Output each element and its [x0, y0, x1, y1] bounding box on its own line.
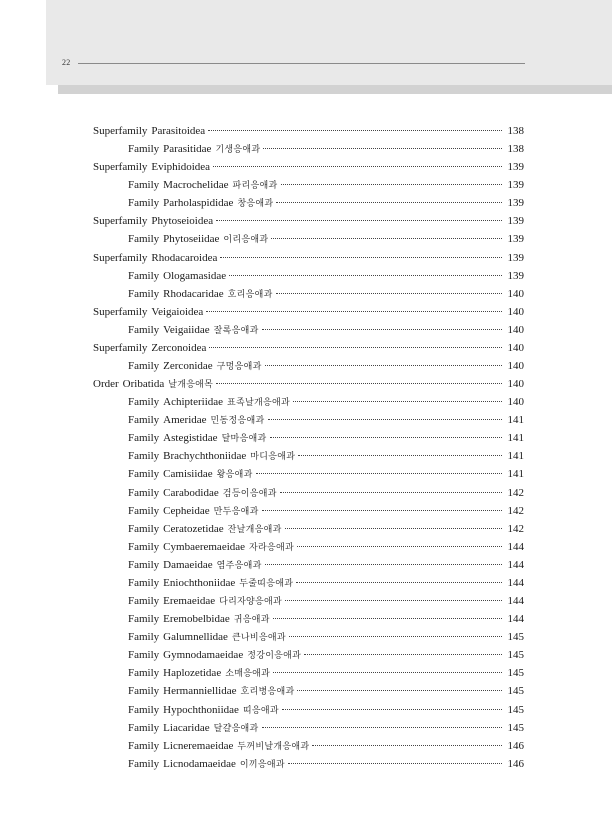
korean-name: 자라응애과 [249, 541, 295, 552]
taxon-rank: Family [128, 522, 160, 535]
taxon-name: Veigaiidae [163, 323, 210, 336]
taxon-rank: Family [128, 233, 160, 246]
toc-entry-family[interactable] [93, 610, 524, 628]
korean-name: 날개응애목 [168, 379, 214, 390]
toc-page-number: 140 [507, 305, 524, 318]
korean-name: 창응애과 [237, 198, 274, 209]
korean-name: 귀응애과 [233, 614, 270, 625]
toc-entry-label [128, 484, 277, 502]
taxon-name: Phytoseiidae [163, 233, 220, 246]
taxon-rank: Family [128, 360, 160, 373]
dot-leader [288, 762, 502, 764]
toc-entry-family[interactable] [93, 592, 524, 610]
toc-entry-family[interactable] [93, 230, 524, 248]
toc-entry-family[interactable] [93, 411, 524, 429]
toc-entry-label [128, 664, 270, 682]
toc-page-number: 139 [507, 197, 524, 210]
taxon-name: Parasitoidea [151, 125, 206, 137]
taxon-name: Liacaridae [163, 721, 210, 734]
toc-entry-family[interactable] [93, 664, 524, 682]
taxon-rank: Order [93, 378, 119, 391]
page-header-shadow [58, 85, 612, 94]
toc-page-number: 140 [507, 323, 524, 336]
dot-leader [285, 527, 502, 529]
taxon-rank: Family [128, 468, 160, 481]
dot-leader [209, 346, 502, 348]
korean-name: 마디응애과 [250, 451, 296, 462]
toc-page-number: 144 [507, 540, 524, 553]
taxon-rank: Family [128, 504, 160, 517]
taxon-rank: Family [128, 721, 160, 734]
toc-entry-family[interactable] [93, 447, 524, 465]
toc-page-number: 139 [507, 251, 524, 264]
taxon-rank: Family [128, 143, 160, 156]
taxon-rank: Family [128, 197, 160, 210]
toc-entry-family[interactable] [93, 574, 524, 592]
toc-page-number: 139 [507, 179, 524, 192]
taxon-rank: Family [128, 649, 160, 662]
korean-name: 호리병응애과 [240, 686, 295, 697]
toc-entry-family[interactable] [93, 321, 524, 339]
toc-entry-label [93, 212, 213, 230]
taxon-rank: Family [128, 685, 160, 698]
page-header-band [46, 0, 612, 85]
toc-entry-label [128, 737, 309, 755]
toc-page-number: 138 [507, 143, 524, 156]
korean-name: 큰나비응애과 [231, 632, 286, 643]
taxon-name: Zerconoidea [151, 341, 207, 354]
taxon-name: Zerconidae [163, 360, 213, 373]
toc-page-number: 141 [507, 468, 524, 481]
toc-entry-label [93, 303, 203, 321]
taxon-name: Ceratozetidae [163, 522, 224, 535]
toc-entry-family[interactable] [93, 285, 524, 303]
toc-page-number: 144 [507, 576, 524, 589]
taxon-rank: Superfamily [93, 305, 148, 318]
dot-leader [296, 581, 502, 583]
taxon-name: Eremaeidae [163, 595, 216, 608]
dot-leader [256, 472, 502, 474]
korean-name: 소매응애과 [225, 668, 271, 679]
toc-entry-label [93, 122, 205, 140]
toc-page-number: 141 [507, 414, 524, 427]
toc-page-number: 145 [507, 703, 524, 716]
toc-entry-label [128, 574, 293, 592]
toc-entry-label [128, 538, 294, 556]
dot-leader [262, 726, 502, 728]
toc-page-number: 141 [507, 432, 524, 445]
toc-entry-family[interactable] [93, 701, 524, 719]
taxon-rank: Family [128, 703, 160, 716]
toc-entry-label [128, 267, 226, 285]
toc-entry-label [128, 411, 265, 429]
toc-entry-label [128, 646, 301, 664]
toc-entry-family[interactable] [93, 267, 524, 285]
dot-leader [216, 219, 502, 221]
toc-page-number: 142 [507, 522, 524, 535]
dot-leader [297, 545, 502, 547]
taxon-rank: Family [128, 757, 160, 770]
taxon-rank: Family [128, 631, 160, 644]
toc-entry-family[interactable] [93, 538, 524, 556]
taxon-name: Hypochthoniidae [163, 703, 239, 716]
korean-name: 잔날개응애과 [227, 523, 282, 534]
toc-entry-label [128, 194, 273, 212]
dot-leader [281, 183, 502, 185]
toc-entry-family[interactable] [93, 719, 524, 737]
korean-name: 민동정응애과 [210, 415, 265, 426]
korean-name: 달걀응애과 [213, 722, 259, 733]
toc-page-number: 139 [507, 215, 524, 228]
korean-name: 구멍응애과 [216, 361, 262, 372]
taxon-rank: Family [128, 667, 160, 680]
taxon-rank: Family [128, 739, 160, 752]
toc-entry-label [128, 755, 285, 773]
taxon-name: Cepheidae [163, 504, 210, 517]
toc-page-number: 141 [507, 450, 524, 463]
korean-name: 두꺼비날개응애과 [237, 740, 310, 751]
toc-entry-label [128, 610, 270, 628]
taxon-name: Carabodidae [163, 486, 219, 499]
toc-entry-label [128, 357, 262, 375]
taxon-name: Rhodacaridae [163, 287, 224, 300]
toc-page-number: 140 [507, 396, 524, 409]
taxon-name: Galumnellidae [163, 631, 228, 644]
toc-page-number: 139 [507, 233, 524, 246]
korean-name: 검등이응애과 [222, 487, 277, 498]
taxon-rank: Family [128, 540, 160, 553]
taxon-name: Rhodacaroidea [151, 251, 218, 264]
taxon-name: Licnodamaeidae [163, 757, 236, 770]
dot-leader [282, 708, 502, 710]
toc-entry-family[interactable] [93, 465, 524, 483]
toc-page-number: 139 [507, 269, 524, 282]
toc-entry-family[interactable] [93, 556, 524, 574]
dot-leader [280, 491, 502, 493]
toc-entry-label [128, 321, 259, 339]
dot-leader [220, 256, 502, 258]
dot-leader [213, 165, 502, 167]
dot-leader [293, 400, 502, 402]
dot-leader [273, 617, 502, 619]
taxon-name: Ologamasidae [163, 269, 227, 282]
taxon-rank: Superfamily [93, 161, 148, 174]
toc-entry-label [128, 393, 290, 411]
dot-leader [265, 364, 502, 366]
taxon-name: Astegistidae [163, 432, 218, 445]
toc-entry-label [128, 502, 259, 520]
toc-entry-family[interactable] [93, 176, 524, 194]
toc-entry-label [93, 339, 206, 357]
toc-entry-label [128, 230, 268, 248]
korean-name: 두줄띠응애과 [239, 577, 294, 588]
dot-leader [208, 129, 502, 131]
toc-page-number: 140 [507, 378, 524, 391]
toc-page-number: 142 [507, 486, 524, 499]
toc-entry-label [128, 701, 279, 719]
toc-entry-label [128, 556, 262, 574]
dot-leader [262, 509, 502, 511]
toc-entry-family[interactable] [93, 520, 524, 538]
toc-page-number: 142 [507, 504, 524, 517]
korean-name: 이리응애과 [223, 234, 269, 245]
korean-name: 염주응애과 [216, 559, 262, 570]
toc-entry-family[interactable] [93, 429, 524, 447]
toc-entry-label [128, 429, 267, 447]
toc-page-number: 139 [507, 161, 524, 174]
dot-leader [262, 328, 502, 330]
toc-entry-label [128, 447, 295, 465]
dot-leader [304, 653, 502, 655]
toc-entry-label [128, 465, 253, 483]
dot-leader [206, 310, 502, 312]
toc-entry-family[interactable] [93, 393, 524, 411]
taxon-rank: Family [128, 432, 160, 445]
dot-leader [216, 382, 502, 384]
taxon-name: Eniochthoniidae [163, 576, 236, 589]
toc-entry-family[interactable] [93, 755, 524, 773]
taxon-rank: Family [128, 576, 160, 589]
taxon-rank: Superfamily [93, 215, 148, 228]
toc-entry-family[interactable] [93, 357, 524, 375]
taxon-rank: Family [128, 450, 160, 463]
toc-page-number: 138 [507, 125, 524, 137]
taxon-rank: Family [128, 179, 160, 192]
toc-page-number: 145 [507, 649, 524, 662]
toc-page-number: 144 [507, 558, 524, 571]
taxon-rank: Superfamily [93, 125, 148, 137]
dot-leader [273, 671, 502, 673]
dot-leader [270, 436, 502, 438]
toc-entry-label [128, 176, 278, 194]
korean-name: 왕응애과 [216, 469, 253, 480]
dot-leader [312, 744, 502, 746]
dot-leader [297, 689, 502, 691]
toc-page-number: 140 [507, 341, 524, 354]
taxon-name: Brachychthoniidae [163, 450, 247, 463]
toc-entry-label [128, 140, 260, 158]
toc-page-number: 144 [507, 595, 524, 608]
korean-name: 이끼응애과 [239, 758, 285, 769]
toc-entry-group[interactable] [93, 212, 524, 230]
toc-entry-group[interactable] [93, 158, 524, 176]
dot-leader [289, 635, 502, 637]
toc-entry-family[interactable] [93, 628, 524, 646]
taxon-name: Macrochelidae [163, 179, 229, 192]
korean-name: 표족날개응애과 [227, 397, 291, 408]
korean-name: 만두응애과 [213, 505, 259, 516]
taxon-name: Eremobelbidae [163, 613, 230, 626]
toc-page-number: 145 [507, 667, 524, 680]
taxon-name: Camisiidae [163, 468, 213, 481]
dot-leader [271, 237, 502, 239]
dot-leader [265, 563, 502, 565]
korean-name: 다리자양응애과 [219, 596, 283, 607]
toc-entry-family[interactable] [93, 682, 524, 700]
toc-page-number: 145 [507, 685, 524, 698]
toc-entry-group[interactable] [93, 339, 524, 357]
toc-entry-label [128, 719, 259, 737]
taxon-rank: Family [128, 323, 160, 336]
korean-name: 띠응애과 [242, 704, 279, 715]
taxon-rank: Superfamily [93, 251, 148, 264]
taxon-rank: Superfamily [93, 341, 148, 354]
taxon-rank: Family [128, 486, 160, 499]
taxon-name: Phytoseioidea [151, 215, 214, 228]
toc-page-number: 144 [507, 613, 524, 626]
toc-entry-label [128, 520, 282, 538]
toc-entry-label [128, 628, 286, 646]
taxon-rank: Family [128, 287, 160, 300]
toc-entry-family[interactable] [93, 140, 524, 158]
dot-leader [276, 201, 502, 203]
dot-leader [285, 599, 502, 601]
toc-entry-family[interactable] [93, 646, 524, 664]
toc-entry-label [128, 592, 282, 610]
toc-page-number: 140 [507, 360, 524, 373]
taxon-name: Veigaioidea [151, 305, 204, 318]
toc-entry-family[interactable] [93, 484, 524, 502]
taxon-rank: Family [128, 558, 160, 571]
toc-entry-group[interactable] [93, 375, 524, 393]
korean-name: 달마응애과 [221, 433, 267, 444]
dot-leader [276, 292, 502, 294]
taxon-name: Licneremaeidae [163, 739, 234, 752]
toc-entry-family[interactable] [93, 737, 524, 755]
table-of-contents [93, 122, 524, 773]
taxon-name: Parholaspididae [163, 197, 234, 210]
korean-name: 파리응애과 [232, 180, 278, 191]
dot-leader [263, 147, 502, 149]
toc-entry-group[interactable] [93, 249, 524, 267]
toc-entry-group[interactable] [93, 303, 524, 321]
toc-entry-label [128, 285, 273, 303]
toc-entry-label [93, 249, 217, 267]
dot-leader [268, 418, 502, 420]
toc-page-number: 145 [507, 631, 524, 644]
korean-name: 호리응애과 [227, 288, 273, 299]
toc-entry-family[interactable] [93, 194, 524, 212]
korean-name: 기생응애과 [215, 144, 261, 155]
taxon-name: Parasitidae [163, 143, 212, 156]
toc-entry-family[interactable] [93, 502, 524, 520]
toc-page-number: 145 [507, 721, 524, 734]
toc-entry-label [93, 158, 210, 176]
taxon-name: Haplozetidae [163, 667, 222, 680]
dot-leader [229, 274, 502, 276]
header-rule [78, 63, 525, 64]
dot-leader [298, 454, 502, 456]
taxon-rank: Family [128, 414, 160, 427]
taxon-name: Eviphidoidea [151, 161, 211, 174]
taxon-name: Damaeidae [163, 558, 213, 571]
taxon-rank: Family [128, 595, 160, 608]
taxon-name: Cymbaeremaeidae [163, 540, 246, 553]
toc-entry-label [128, 682, 294, 700]
taxon-rank: Family [128, 613, 160, 626]
taxon-name: Achipteriidae [163, 396, 224, 409]
taxon-rank: Family [128, 269, 160, 282]
korean-name: 잘록응애과 [213, 324, 259, 335]
toc-page-number: 146 [507, 757, 524, 770]
taxon-name: Gymnodamaeidae [163, 649, 244, 662]
taxon-rank: Family [128, 396, 160, 409]
taxon-name: Hermanniellidae [163, 685, 237, 698]
taxon-name: Oribatida [122, 378, 165, 391]
page-number: 22 [62, 58, 71, 67]
taxon-name: Ameridae [163, 414, 207, 427]
toc-page-number: 146 [507, 739, 524, 752]
toc-entry-group[interactable] [93, 122, 524, 140]
korean-name: 정강이응애과 [247, 650, 302, 661]
toc-page-number: 140 [507, 287, 524, 300]
toc-entry-label [93, 375, 213, 393]
